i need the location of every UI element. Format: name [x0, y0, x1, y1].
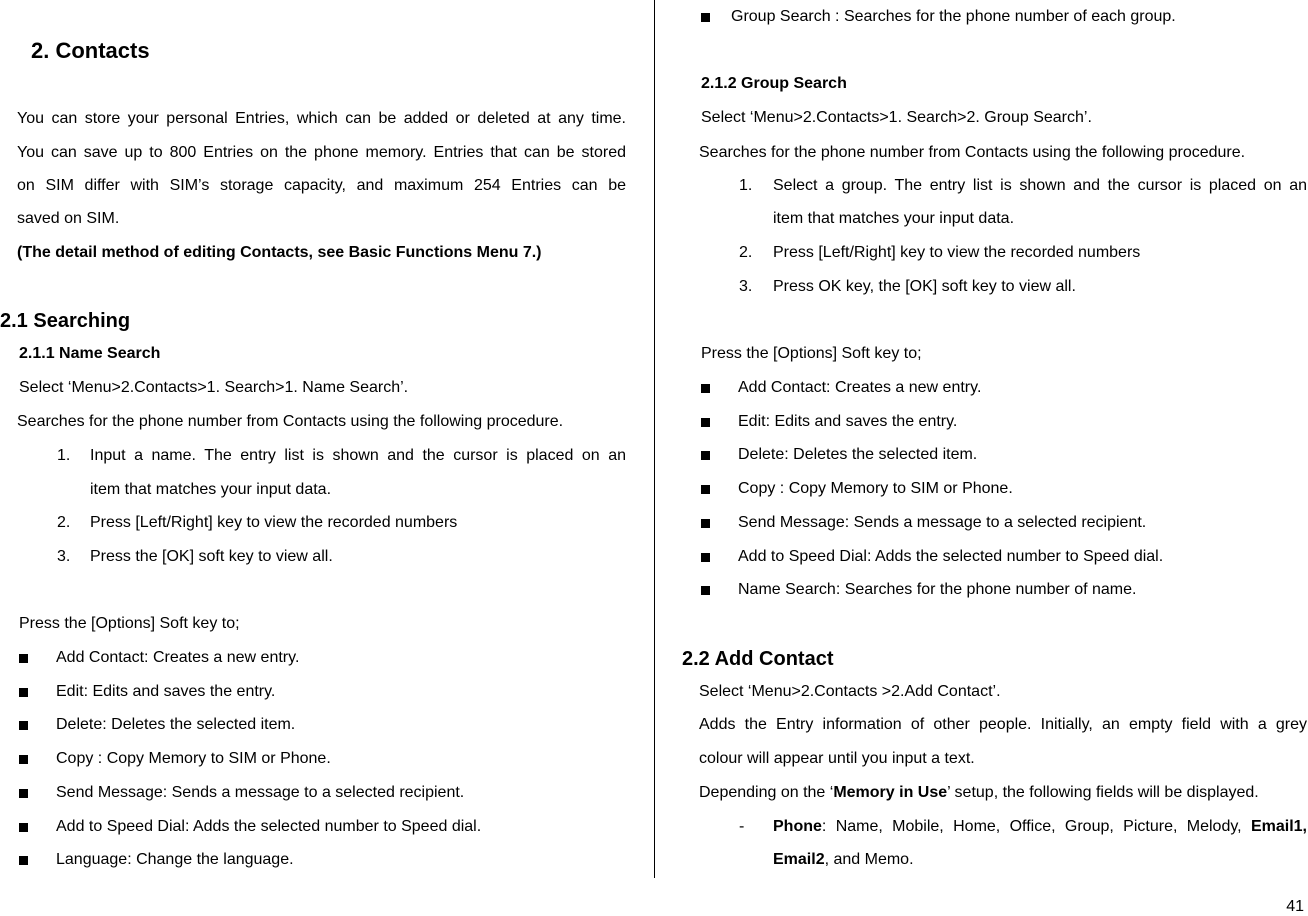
option-item: Send Message: Sends a message to a selected recipient. — [738, 514, 1147, 531]
intro-line-1: You can store your personal Entries, which can be added or deleted at any time. — [17, 110, 626, 127]
column-divider — [654, 0, 655, 878]
field-line-1 — [773, 817, 1307, 837]
bullet-icon — [701, 586, 710, 595]
step-text: Input a name. The entry list is shown and the cursor is placed on an — [90, 447, 626, 464]
bullet-icon — [701, 451, 710, 460]
phone-label: Phone — [773, 818, 822, 835]
step-number: 2. — [57, 514, 71, 531]
bullet-icon — [19, 755, 28, 764]
option-item: Edit: Edits and saves the entry. — [56, 683, 276, 700]
field-text-1: : Name, Mobile, Home, Office, Group, Picture, Melody, — [821, 818, 1242, 835]
bullet-icon — [19, 688, 28, 697]
step-text: item that matches your input data. — [90, 481, 332, 498]
bullet-icon — [19, 856, 28, 865]
step-number: 3. — [57, 548, 71, 565]
step-number: 3. — [739, 278, 753, 295]
email1-label: Email1, — [1250, 818, 1307, 835]
memory-in-use-label: Memory in Use — [833, 784, 948, 801]
field-line-2 — [773, 850, 914, 870]
field-text-2: , and Memo. — [824, 851, 914, 868]
bullet-icon — [701, 384, 710, 393]
page-number: 41 — [1286, 898, 1304, 915]
procedure-line: Searches for the phone number from Contacts using the following procedure. — [17, 413, 564, 430]
options-intro: Press the [Options] Soft key to; — [701, 345, 922, 362]
bullet-icon — [19, 789, 28, 798]
step-number: 1. — [739, 177, 753, 194]
field-dash: - — [739, 818, 745, 835]
step-text: Press OK key, the [OK] soft key to view all. — [773, 278, 1076, 295]
option-item: Edit: Edits and saves the entry. — [738, 413, 958, 430]
section-title-searching: 2.1 Searching — [0, 310, 131, 332]
option-item: Add Contact: Creates a new entry. — [738, 379, 982, 396]
step-number: 2. — [739, 244, 753, 261]
section-title-add-contact: 2.2 Add Contact — [682, 648, 834, 670]
option-item: Add to Speed Dial: Adds the selected number to Speed dial. — [738, 548, 1164, 565]
depending-line — [699, 783, 1259, 803]
bullet-icon — [19, 654, 28, 663]
bullet-icon — [701, 13, 710, 22]
select-menu-line: Select ‘Menu>2.Contacts>1. Search>2. Group Search’. — [701, 109, 1092, 126]
step-text: item that matches your input data. — [773, 210, 1015, 227]
bullet-icon — [701, 418, 710, 427]
note-text: (The detail method of editing Contacts, see Basic Functions Menu 7.) — [17, 244, 542, 261]
email2-label: Email2 — [773, 851, 825, 868]
option-item: Name Search: Searches for the phone number of name. — [738, 581, 1137, 598]
option-item: Copy : Copy Memory to SIM or Phone. — [56, 750, 331, 767]
option-item: Add to Speed Dial: Adds the selected number to Speed dial. — [56, 818, 482, 835]
bullet-icon — [701, 485, 710, 494]
bullet-icon — [19, 823, 28, 832]
options-intro: Press the [Options] Soft key to; — [19, 615, 240, 632]
add-desc-line-2: colour will appear until you input a text. — [699, 750, 975, 767]
option-item: Copy : Copy Memory to SIM or Phone. — [738, 480, 1013, 497]
subsection-group-search: 2.1.2 Group Search — [701, 75, 847, 92]
add-desc-line-1: Adds the Entry information of other people. Initially, an empty field with a grey — [699, 716, 1307, 733]
step-text: Press [Left/Right] key to view the recorded numbers — [90, 514, 458, 531]
subsection-name-search: 2.1.1 Name Search — [19, 345, 161, 362]
step-text: Select a group. The entry list is shown and the cursor is placed on an — [773, 177, 1307, 194]
page-heading: 2. Contacts — [31, 38, 150, 63]
option-item: Language: Change the language. — [56, 851, 294, 868]
bullet-icon — [701, 553, 710, 562]
select-menu-line: Select ‘Menu>2.Contacts>1. Search>1. Name Search’. — [19, 379, 409, 396]
option-item: Add Contact: Creates a new entry. — [56, 649, 300, 666]
bullet-icon — [701, 519, 710, 528]
intro-line-4: saved on SIM. — [17, 210, 120, 227]
procedure-line: Searches for the phone number from Contacts using the following procedure. — [699, 144, 1246, 161]
group-search-bullet-text: Group Search : Searches for the phone number of each group. — [731, 8, 1176, 25]
intro-line-2: You can save up to 800 Entries on the phone memory. Entries that can be stored — [17, 144, 626, 161]
add-select-line: Select ‘Menu>2.Contacts >2.Add Contact’. — [699, 683, 1001, 700]
depending-post: ’ setup, the following fields will be displayed. — [947, 784, 1259, 801]
option-item: Delete: Deletes the selected item. — [738, 446, 978, 463]
bullet-icon — [19, 721, 28, 730]
depending-pre: Depending on the ‘ — [699, 784, 834, 801]
step-number: 1. — [57, 447, 71, 464]
intro-line-3: on SIM differ with SIM’s storage capacity, and maximum 254 Entries can be — [17, 177, 626, 194]
option-item: Delete: Deletes the selected item. — [56, 716, 296, 733]
step-text: Press the [OK] soft key to view all. — [90, 548, 333, 565]
option-item: Send Message: Sends a message to a selected recipient. — [56, 784, 465, 801]
step-text: Press [Left/Right] key to view the recorded numbers — [773, 244, 1141, 261]
